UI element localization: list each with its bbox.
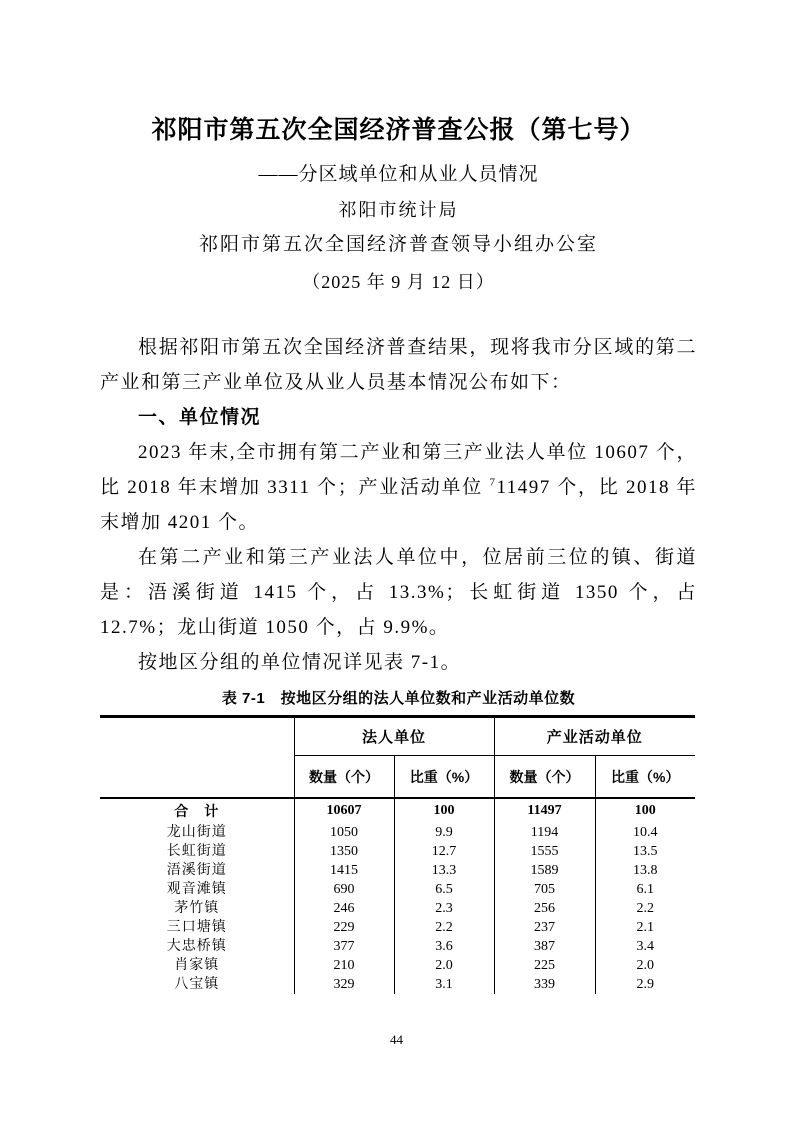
group-header-legal-units: 法人单位 bbox=[294, 717, 494, 756]
value-cell: 6.5 bbox=[394, 880, 494, 899]
value-cell: 229 bbox=[294, 918, 394, 937]
issuing-office: 祁阳市第五次全国经济普查领导小组办公室 bbox=[198, 234, 598, 255]
col-header-activity-share: 比重（%） bbox=[595, 756, 695, 799]
table-row bbox=[100, 861, 695, 880]
value-cell: 12.7 bbox=[394, 842, 494, 861]
value-cell: 6.1 bbox=[595, 880, 695, 899]
top3-paragraph: 在第二产业和第三产业法人单位中，位居前三位的镇、街道是：浯溪街道 1415 个，占 13.3%；长虹街道 1350 个，占 12.7%；龙山街道 1050 个，占 9.9%。 bbox=[100, 547, 697, 638]
value-cell: 329 bbox=[294, 975, 394, 994]
issuing-agency: 祁阳市统计局 bbox=[338, 200, 459, 220]
value-cell: 2.0 bbox=[595, 956, 695, 975]
value-cell: 225 bbox=[494, 956, 595, 975]
table-row bbox=[100, 918, 695, 937]
region-cell: 观音滩镇 bbox=[166, 882, 227, 897]
value-cell: 1194 bbox=[494, 823, 595, 842]
units-paragraph-prefix: 2023 年末,全市拥有第二产业和第三产业法人单位 10607 个，比 2018 年末增加 3311 个；产业活动单位 bbox=[100, 442, 697, 498]
intro-paragraph: 根据祁阳市第五次全国经济普查结果，现将我市分区域的第二产业和第三产业单位及从业人员基本情况公布如下： bbox=[100, 337, 697, 393]
value-cell: 377 bbox=[294, 937, 394, 956]
table-row bbox=[100, 880, 695, 899]
value-cell: 3.6 bbox=[394, 937, 494, 956]
units-paragraph bbox=[100, 435, 697, 540]
region-cell: 肖家镇 bbox=[174, 958, 220, 973]
value-cell: 2.2 bbox=[595, 899, 695, 918]
body-text bbox=[100, 330, 697, 680]
region-cell: 三口塘镇 bbox=[166, 920, 227, 935]
units-table bbox=[100, 715, 695, 994]
region-cell: 龙山街道 bbox=[166, 825, 227, 840]
value-cell: 2.9 bbox=[595, 975, 695, 994]
value-cell: 2.3 bbox=[394, 899, 494, 918]
table-row bbox=[100, 823, 695, 842]
table-group-header-row bbox=[100, 717, 695, 756]
region-cell: 合 计 bbox=[174, 803, 220, 819]
region-cell: 茅竹镇 bbox=[174, 901, 220, 916]
value-cell: 1350 bbox=[294, 842, 394, 861]
value-cell: 3.4 bbox=[595, 937, 695, 956]
region-cell: 大忠桥镇 bbox=[166, 939, 227, 954]
value-cell: 246 bbox=[294, 899, 394, 918]
value-cell: 387 bbox=[494, 937, 595, 956]
value-cell: 237 bbox=[494, 918, 595, 937]
publish-date: （2025 年 9 月 12 日） bbox=[302, 272, 495, 292]
value-cell: 9.9 bbox=[394, 823, 494, 842]
value-cell: 3.1 bbox=[394, 975, 494, 994]
table-row bbox=[100, 937, 695, 956]
value-cell: 339 bbox=[494, 975, 595, 994]
table-stub-cell bbox=[100, 717, 294, 799]
table-row bbox=[100, 975, 695, 994]
table-ref-paragraph: 按地区分组的单位情况详见表 7-1。 bbox=[138, 652, 462, 673]
table-caption: 表 7-1 按地区分组的法人单位数和产业活动单位数 bbox=[221, 690, 576, 707]
value-cell: 1589 bbox=[494, 861, 595, 880]
document-content bbox=[100, 0, 697, 994]
value-cell: 11497 bbox=[494, 798, 595, 823]
value-cell: 13.8 bbox=[595, 861, 695, 880]
page-number: 44 bbox=[390, 1032, 403, 1047]
group-header-activity-units: 产业活动单位 bbox=[494, 717, 695, 756]
table-row-total bbox=[100, 798, 695, 823]
value-cell: 13.5 bbox=[595, 842, 695, 861]
page-title: 祁阳市第五次全国经济普查公报（第七号） bbox=[151, 116, 646, 144]
value-cell: 1050 bbox=[294, 823, 394, 842]
value-cell: 100 bbox=[595, 798, 695, 823]
region-cell: 长虹街道 bbox=[166, 844, 227, 859]
value-cell: 13.3 bbox=[394, 861, 494, 880]
table-row bbox=[100, 842, 695, 861]
value-cell: 2.1 bbox=[595, 918, 695, 937]
table-row bbox=[100, 899, 695, 918]
value-cell: 2.0 bbox=[394, 956, 494, 975]
value-cell: 10.4 bbox=[595, 823, 695, 842]
value-cell: 1415 bbox=[294, 861, 394, 880]
value-cell: 210 bbox=[294, 956, 394, 975]
section-heading-units: 一、单位情况 bbox=[138, 407, 262, 428]
value-cell: 1555 bbox=[494, 842, 595, 861]
col-header-activity-count: 数量（个） bbox=[494, 756, 595, 799]
value-cell: 100 bbox=[394, 798, 494, 823]
value-cell: 690 bbox=[294, 880, 394, 899]
value-cell: 256 bbox=[494, 899, 595, 918]
units-paragraph-suffix: 11497 个，比 2018 年末增加 4201 个。 bbox=[100, 477, 698, 533]
footnote-mark: 7 bbox=[489, 476, 497, 489]
value-cell: 705 bbox=[494, 880, 595, 899]
col-header-legal-count: 数量（个） bbox=[294, 756, 394, 799]
region-cell: 浯溪街道 bbox=[166, 863, 227, 878]
table-row bbox=[100, 956, 695, 975]
page-subtitle: ——分区域单位和从业人员情况 bbox=[258, 164, 539, 185]
region-cell: 八宝镇 bbox=[174, 977, 220, 992]
value-cell: 2.2 bbox=[394, 918, 494, 937]
col-header-legal-share: 比重（%） bbox=[394, 756, 494, 799]
value-cell: 10607 bbox=[294, 798, 394, 823]
